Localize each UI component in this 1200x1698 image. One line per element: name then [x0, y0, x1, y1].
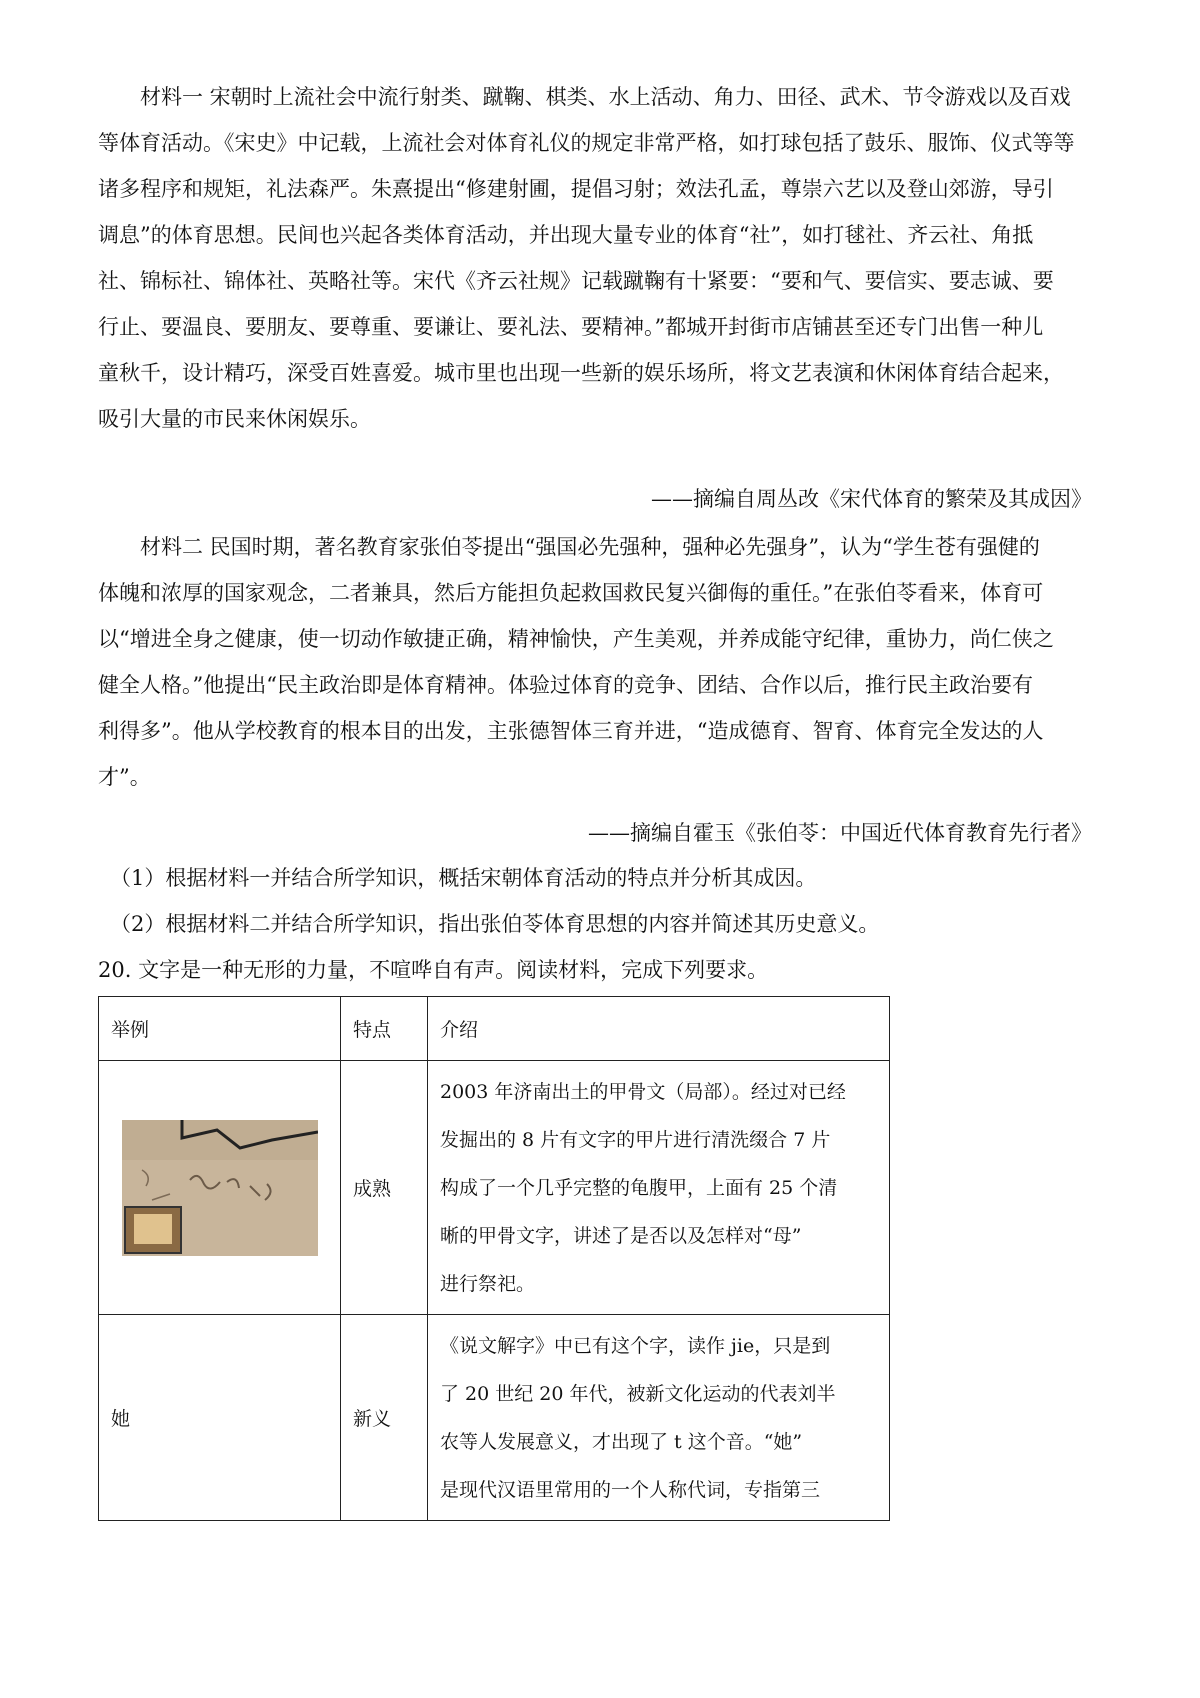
text-line: 材料一 宋朝时上流社会中流行射类、蹴鞠、棋类、水上活动、角力、田径、武术、节令游戏以及百戏 — [140, 85, 1071, 109]
text-line: 以“增进全身之健康，使一切动作敏捷正确，精神愉快，产生美观，并养成能守纪律，重协力，尚仁侠之 — [98, 627, 1054, 651]
examples-table — [98, 996, 890, 1521]
table-row — [99, 1315, 890, 1521]
example-cell — [99, 1061, 341, 1315]
intro-line: 农等人发展意义，才出现了 t 这个音。“她” — [440, 1430, 803, 1453]
table-header-row — [99, 997, 890, 1061]
text-line: 利得多”。他从学校教育的根本目的出发，主张德智体三育并进，“造成德育、智育、体育完全发达的人 — [98, 719, 1044, 743]
intro-line: 了 20 世纪 20 年代，被新文化运动的代表刘半 — [440, 1382, 836, 1405]
header-example: 举例 — [99, 997, 341, 1061]
question-1: （1）根据材料一并结合所学知识，概括宋朝体育活动的特点并分析其成因。 — [110, 866, 817, 890]
trait-cell: 新义 — [341, 1315, 428, 1521]
intro-line: 晰的甲骨文字，讲述了是否以及怎样对“母” — [440, 1224, 802, 1247]
example-cell: 她 — [99, 1315, 341, 1521]
material-two-source: ——摘编自霍玉《张伯苓：中国近代体育教育先行者》 — [588, 821, 1092, 845]
header-intro: 介绍 — [428, 997, 890, 1061]
intro-line: 2003 年济南出土的甲骨文（局部）。经过对已经 — [440, 1080, 846, 1103]
text-line: 社、锦标社、锦体社、英略社等。宋代《齐云社规》记载蹴鞠有十紧要：“要和气、要信实、要志诚、要 — [98, 269, 1054, 293]
material-one-paragraph — [98, 74, 1098, 442]
intro-line: 是现代汉语里常用的一个人称代词，专指第三 — [440, 1478, 821, 1501]
oracle-bone-inset — [124, 1206, 182, 1254]
intro-cell — [428, 1315, 890, 1521]
question-20-heading: 20. 文字是一种无形的力量，不喧哗自有声。阅读材料，完成下列要求。 — [98, 958, 769, 982]
material-two-paragraph — [98, 524, 1098, 800]
text-line: 吸引大量的市民来休闲娱乐。 — [98, 407, 371, 431]
question-2: （2）根据材料二并结合所学知识，指出张伯苓体育思想的内容并简述其历史意义。 — [110, 912, 880, 936]
text-line: 才”。 — [98, 765, 151, 789]
table-row — [99, 1061, 890, 1315]
intro-cell — [428, 1061, 890, 1315]
text-line: 等体育活动。《宋史》中记载，上流社会对体育礼仪的规定非常严格，如打球包括了鼓乐、服饰、仪式等等 — [98, 131, 1075, 155]
trait-cell: 成熟 — [341, 1061, 428, 1315]
intro-line: 构成了一个几乎完整的龟腹甲，上面有 25 个清 — [440, 1176, 838, 1199]
text-line: 调息”的体育思想。民间也兴起各类体育活动，并出现大量专业的体育“社”，如打毬社、齐云社、角抵 — [98, 223, 1034, 247]
text-line: 童秋千，设计精巧，深受百姓喜爱。城市里也出现一些新的娱乐场所，将文艺表演和休闲体育结合起来， — [98, 361, 1064, 385]
intro-line: 进行祭祀。 — [440, 1272, 536, 1295]
text-line: 诸多程序和规矩，礼法森严。朱熹提出“修建射圃，提倡习射；效法孔孟，尊崇六艺以及登山郊游，导引 — [98, 177, 1054, 201]
intro-line: 发掘出的 8 片有文字的甲片进行清洗缀合 7 片 — [440, 1128, 831, 1151]
intro-line: 《说文解字》中已有这个字，读作 jie，只是到 — [440, 1334, 831, 1357]
oracle-bone-image — [122, 1120, 318, 1256]
text-line: 行止、要温良、要朋友、要尊重、要谦让、要礼法、要精神。”都城开封街市店铺甚至还专门出售一种儿 — [98, 315, 1044, 339]
text-line: 材料二 民国时期，著名教育家张伯苓提出“强国必先强种，强种必先强身”，认为“学生苍有强健的 — [140, 535, 1040, 559]
text-line: 体魄和浓厚的国家观念，二者兼具，然后方能担负起救国救民复兴御侮的重任。”在张伯苓看来，体育可 — [98, 581, 1044, 605]
text-line: 健全人格。”他提出“民主政治即是体育精神。体验过体育的竞争、团结、合作以后，推行民主政治要有 — [98, 673, 1033, 697]
header-trait: 特点 — [341, 997, 428, 1061]
material-one-source: ——摘编自周丛改《宋代体育的繁荣及其成因》 — [651, 487, 1092, 511]
